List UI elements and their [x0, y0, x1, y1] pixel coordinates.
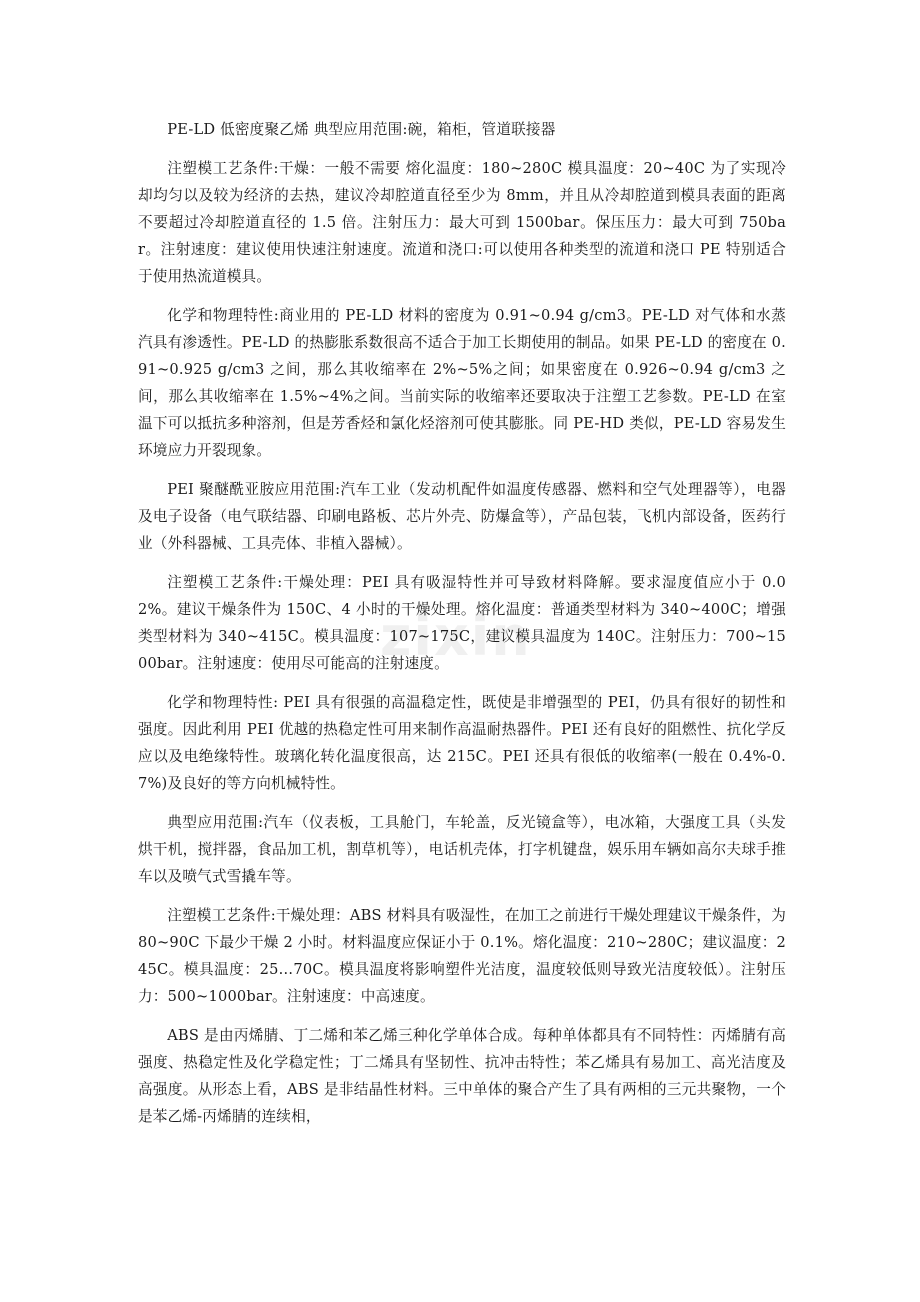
document-body [138, 116, 786, 1142]
paragraph-pe-ld-process: 注塑模工艺条件:干燥：一般不需要 熔化温度：180~280C 模具温度：20~40C 为了实现冷却均匀以及较为经济的去热，建议冷却腔道直径至少为 8mm，并且从冷却腔道到模具表面的距离不要超过冷却腔道直径的 1.5 倍。注射压力：最大可到 1500bar。保压压力：最大可到 750bar。注射速度：建议使用快速注射速度。流道和浇口:可以使用各种类型的流道和浇口 PE 特别适合于使用热流道模具。 [138, 160, 786, 285]
watermark: zixin [380, 605, 532, 668]
paragraph-pei-process: 注塑模工艺条件:干燥处理：PEI 具有吸湿特性并可导致材料降解。要求湿度值应小于 0.02%。建议干燥条件为 150C、4 小时的干燥处理。熔化温度：普通类型材料为 340~400C；增强类型材料为 340~415C。模具温度：107~175C，建议模具温度为 140C。注射压力：700~1500bar。注射速度：使用尽可能高的注射速度。 [138, 574, 786, 672]
paragraph-abs-process: 注塑模工艺条件:干燥处理：ABS 材料具有吸湿性，在加工之前进行干燥处理建议干燥条件，为 80~90C 下最少干燥 2 小时。材料温度应保证小于 0.1%。熔化温度：210~280C；建议温度：245C。模具温度：25…70C。模具温度将影响塑件光洁度，温度较低则导致光洁度较低）。注射压力：500~1000bar。注射速度：中高速度。 [138, 907, 786, 1005]
paragraph-abs-composition: ABS 是由丙烯腈、丁二烯和苯乙烯三种化学单体合成。每种单体都具有不同特性：丙烯腈有高强度、热稳定性及化学稳定性；丁二烯具有坚韧性、抗冲击特性；苯乙烯具有易加工、高光洁度及高强度。从形态上看，ABS 是非结晶性材料。三中单体的聚合产生了具有两相的三元共聚物，一个是苯乙烯-丙烯腈的连续相， [138, 1027, 786, 1125]
paragraph-pei-properties: 化学和物理特性: PEI 具有很强的高温稳定性，既使是非增强型的 PEI，仍具有很好的韧性和强度。因此利用 PEI 优越的热稳定性可用来制作高温耐热器件。PEI 还有良好的阻燃性、抗化学反应以及电绝缘特性。玻璃化转化温度很高，达 215C。PEI 还具有很低的收缩率(一般在 0.4%-0.7%)及良好的等方向机械特性。 [138, 694, 786, 792]
paragraph-pe-ld-properties: 化学和物理特性:商业用的 PE-LD 材料的密度为 0.91~0.94 g/cm3。PE-LD 对气体和水蒸汽具有渗透性。PE-LD 的热膨胀系数很高不适合于加工长期使用的制品。如果 PE-LD 的密度在 0.91~0.925 g/cm3 之间，那么其收缩率在 2%~5%之间；如果密度在 0.926~0.94 g/cm3 之间，那么其收缩率在 1.5%~4%之间。当前实际的收缩率还要取决于注塑工艺参数。PE-LD 在室温下可以抵抗多种溶剂，但是芳香烃和氯化烃溶剂可使其膨胀。同 PE-HD 类似，PE-LD 容易发生环境应力开裂现象。 [138, 307, 786, 459]
paragraph-abs-applications: 典型应用范围:汽车（仪表板，工具舱门，车轮盖，反光镜盒等），电冰箱，大强度工具（头发烘干机，搅拌器，食品加工机，割草机等），电话机壳体，打字机键盘，娱乐用车辆如高尔夫球手推车以及喷气式雪撬车等。 [138, 814, 786, 885]
paragraph-pei-applications: PEI 聚醚酰亚胺应用范围:汽车工业（发动机配件如温度传感器、燃料和空气处理器等），电器及电子设备（电气联结器、印刷电路板、芯片外壳、防爆盒等），产品包装，飞机内部设备，医药行业（外科器械、工具壳体、非植入器械）。 [138, 481, 786, 552]
paragraph-pe-ld-intro: PE-LD 低密度聚乙烯 典型应用范围:碗，箱柜，管道联接器 [167, 121, 556, 138]
